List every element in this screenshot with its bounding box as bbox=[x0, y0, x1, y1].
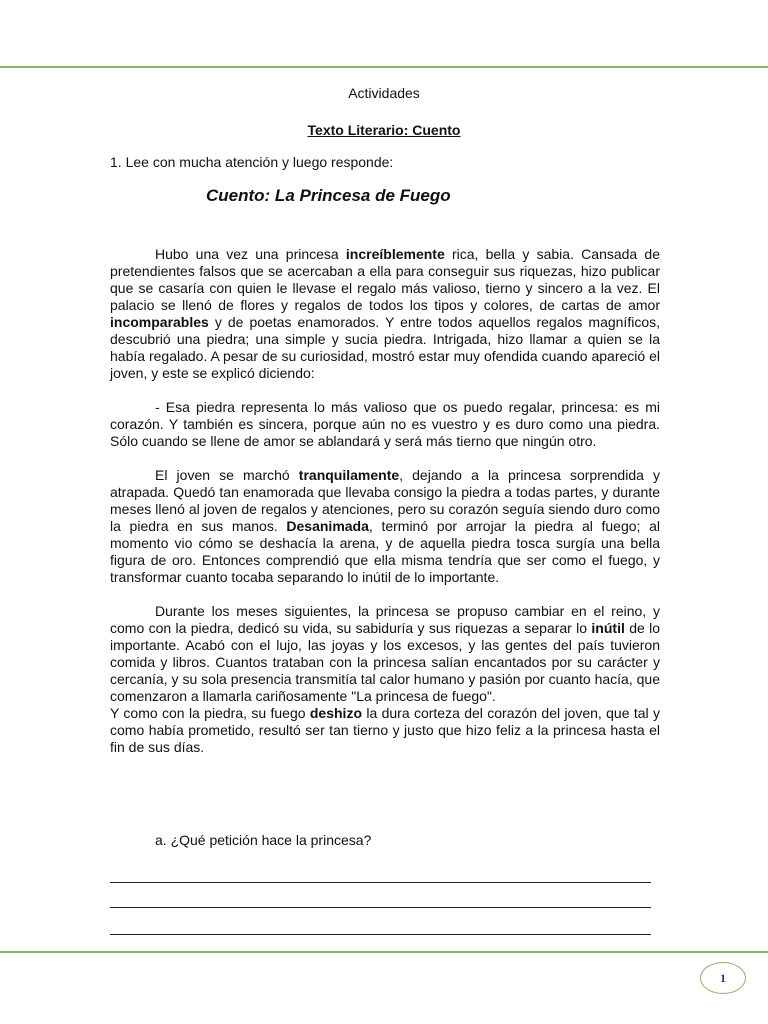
answer-line-3[interactable] bbox=[110, 934, 651, 935]
emphasized-word: deshizo bbox=[309, 705, 362, 721]
emphasized-word: inútil bbox=[591, 620, 625, 636]
story-text: , dejando a la princesa sorprendida y atrapada. Quedó tan enamorada que llevaba consigo la piedra a todas partes, y durante meses llenó al joven de regalos y atenciones, pero su corazón seguía siendo duro como la piedra en sus manos. bbox=[110, 467, 661, 534]
answer-line-2[interactable] bbox=[110, 907, 651, 908]
emphasized-word: incomparables bbox=[110, 314, 209, 330]
story-text: Y como con la piedra, su fuego bbox=[110, 705, 310, 721]
story-text: - Esa piedra representa lo más valioso que os puedo regalar, princesa: es mi corazón. Y también es sincera, porque aún no es vuestro y es duro como una piedra. Sólo cuando se llene de amor se ablandará y será más tierno que ningún otro. bbox=[110, 399, 660, 449]
emphasized-word: tranquilamente bbox=[298, 467, 400, 483]
question-a: a. ¿Qué petición hace la princesa? bbox=[155, 832, 372, 848]
emphasized-word: Desanimada bbox=[286, 518, 369, 534]
emphasized-word: increíblemente bbox=[345, 246, 445, 262]
story-body bbox=[110, 246, 660, 773]
story-text: de lo importante. Acabó con el lujo, las joyas y los excesos, y las gentes del país tuvieron comida y libros. Cuantos trataban con la princesa salían encantados por su carácter y cercanía, y su sola presencia transmitía tal calor humano y pasión por cuanto hacía, que comenzaron a llamarla cariñosamente "La princesa de fuego". bbox=[110, 620, 661, 704]
story-text: , terminó por arrojar la piedra al fuego; al momento vio cómo se deshacía la arena, y de aquella piedra tosca surgía una bella figura de oro. Entonces comprendió que ella misma tendría que ser como el fuego, y transformar cuanto tocaba separando lo inútil de lo importante. bbox=[110, 518, 660, 585]
story-paragraph-3 bbox=[110, 467, 660, 586]
story-title: Cuento: La Princesa de Fuego bbox=[206, 186, 451, 205]
top-divider bbox=[0, 66, 768, 68]
story-paragraph-2 bbox=[110, 399, 660, 450]
story-text: Durante los meses siguientes, la princesa se propuso cambiar en el reino, y como con la piedra, dedicó su vida, su sabiduría y sus riquezas a separar lo bbox=[110, 603, 660, 636]
story-text: la dura corteza del corazón del joven, que tal y como había prometido, resultó ser tan tierno y justo que hizo feliz a la princesa hasta el fin de sus días. bbox=[110, 705, 660, 755]
story-text: El joven se marchó bbox=[155, 467, 299, 483]
story-text: Hubo una vez una princesa bbox=[155, 246, 346, 262]
story-text: rica, bella y sabia. Cansada de pretendientes falsos que se acercaban a ella para conseguir sus riquezas, hizo publicar que se casaría con quien le llevase el regalo más valioso, tierno y sincero a la vez. El palacio se llenó de flores y regalos de todos los tipos y colores, de cartas de amor bbox=[110, 246, 660, 313]
section-subtitle: Texto Literario: Cuento bbox=[307, 122, 461, 138]
page-number-badge bbox=[700, 962, 746, 994]
story-paragraph-1 bbox=[110, 246, 660, 382]
page-number: 1 bbox=[720, 970, 726, 985]
answer-line-1[interactable] bbox=[110, 882, 651, 883]
page-heading: Actividades bbox=[348, 85, 420, 101]
story-paragraph-5 bbox=[110, 705, 660, 756]
story-text: y de poetas enamorados. Y entre todos aquellos regalos magníficos, descubrió una piedra; una simple y sucia piedra. Intrigada, hizo llamar a quien se la había regalado. A pesar de su curiosidad, mostró estar muy ofendida cuando apareció el joven, y este se explicó diciendo: bbox=[110, 314, 660, 381]
story-paragraph-4 bbox=[110, 603, 660, 705]
bottom-divider bbox=[0, 951, 768, 953]
instruction-text: 1. Lee con mucha atención y luego responde: bbox=[110, 154, 394, 170]
